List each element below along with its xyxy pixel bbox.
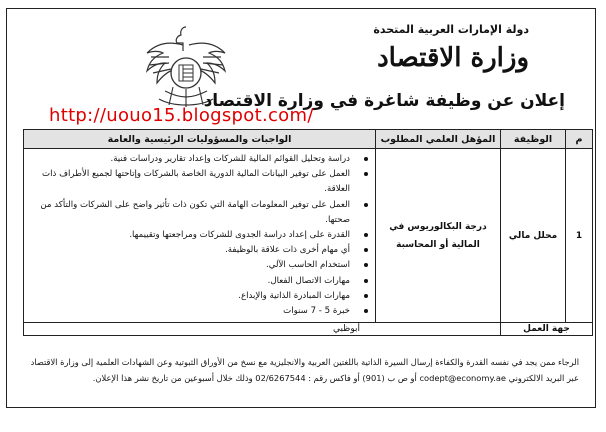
row-qualification: درجة البكالوريوس في المالية أو المحاسبة <box>376 149 501 323</box>
instructions-line-2: عبر البريد الالكتروني codept@economy.ae أو ص ب (901) أو فاكس رقم : 02/6267544 وذلك خلال أسبوعين من تاريخ نشر هذا الإعلان. <box>92 373 579 383</box>
duty-item: خبرة 5 - 7 سنوات <box>27 304 354 319</box>
vacancy-table <box>23 129 593 336</box>
duty-item: العمل على توفير المعلومات الهامة التي تكون ذات تأثير واضح على الشركات والتأكد من صحتها. <box>27 198 354 228</box>
announcement-frame <box>6 8 596 408</box>
row-duties <box>24 149 376 323</box>
table-row <box>24 149 593 323</box>
duty-item: القدرة على إعداد دراسة الجدوى للشركات ومراجعتها وتقييمها. <box>27 228 354 243</box>
location-row <box>24 323 593 336</box>
duties-list <box>27 150 372 321</box>
blog-watermark: http://uouo15.blogspot.com/ <box>49 105 314 126</box>
row-number: 1 <box>566 149 593 323</box>
table-header-row <box>24 130 593 149</box>
instructions-line-1: الرجاء ممن يجد في نفسه القدرة والكفاءة إرسال السيرة الذاتية باللغتين العربية والانجليزية مع نسخ من الأوراق الثبوتية وعن الشهادات العلمية إلى وزارة الاقتصاد <box>30 357 579 367</box>
duty-item: استخدام الحاسب الآلي. <box>27 258 354 273</box>
country-name: دولة الإمارات العربية المتحدة <box>373 23 529 36</box>
header-duties: الواجبات والمسؤوليات الرئيسية والعامة <box>24 130 376 149</box>
location-label: جهة العمل <box>501 323 593 336</box>
location-value: أبوظبي <box>24 323 501 336</box>
duty-item: أي مهام أخرى ذات علاقة بالوظيفة. <box>27 243 354 258</box>
header-number: م <box>566 130 593 149</box>
duty-item: العمل على توفير البيانات المالية الدورية الخاصة بالشركات وإتاحتها لجميع الأطراف ذات العلاقة. <box>27 167 354 197</box>
ministry-name: وزارة الاقتصاد <box>377 43 529 73</box>
duty-item: دراسة وتحليل القوائم المالية للشركات وإعداد تقارير ودراسات فنية. <box>27 152 354 167</box>
row-job: محلل مالي <box>501 149 566 323</box>
header-job: الوظيفة <box>501 130 566 149</box>
application-instructions <box>23 354 579 386</box>
announcement-title: إعلان عن وظيفة شاغرة في وزارة الاقتصاد <box>203 91 565 111</box>
header-qualification: المؤهل العلمي المطلوب <box>376 130 501 149</box>
duty-item: مهارات المبادرة الذاتية والإبداع. <box>27 289 354 304</box>
duty-item: مهارات الاتصال الفعال. <box>27 274 354 289</box>
